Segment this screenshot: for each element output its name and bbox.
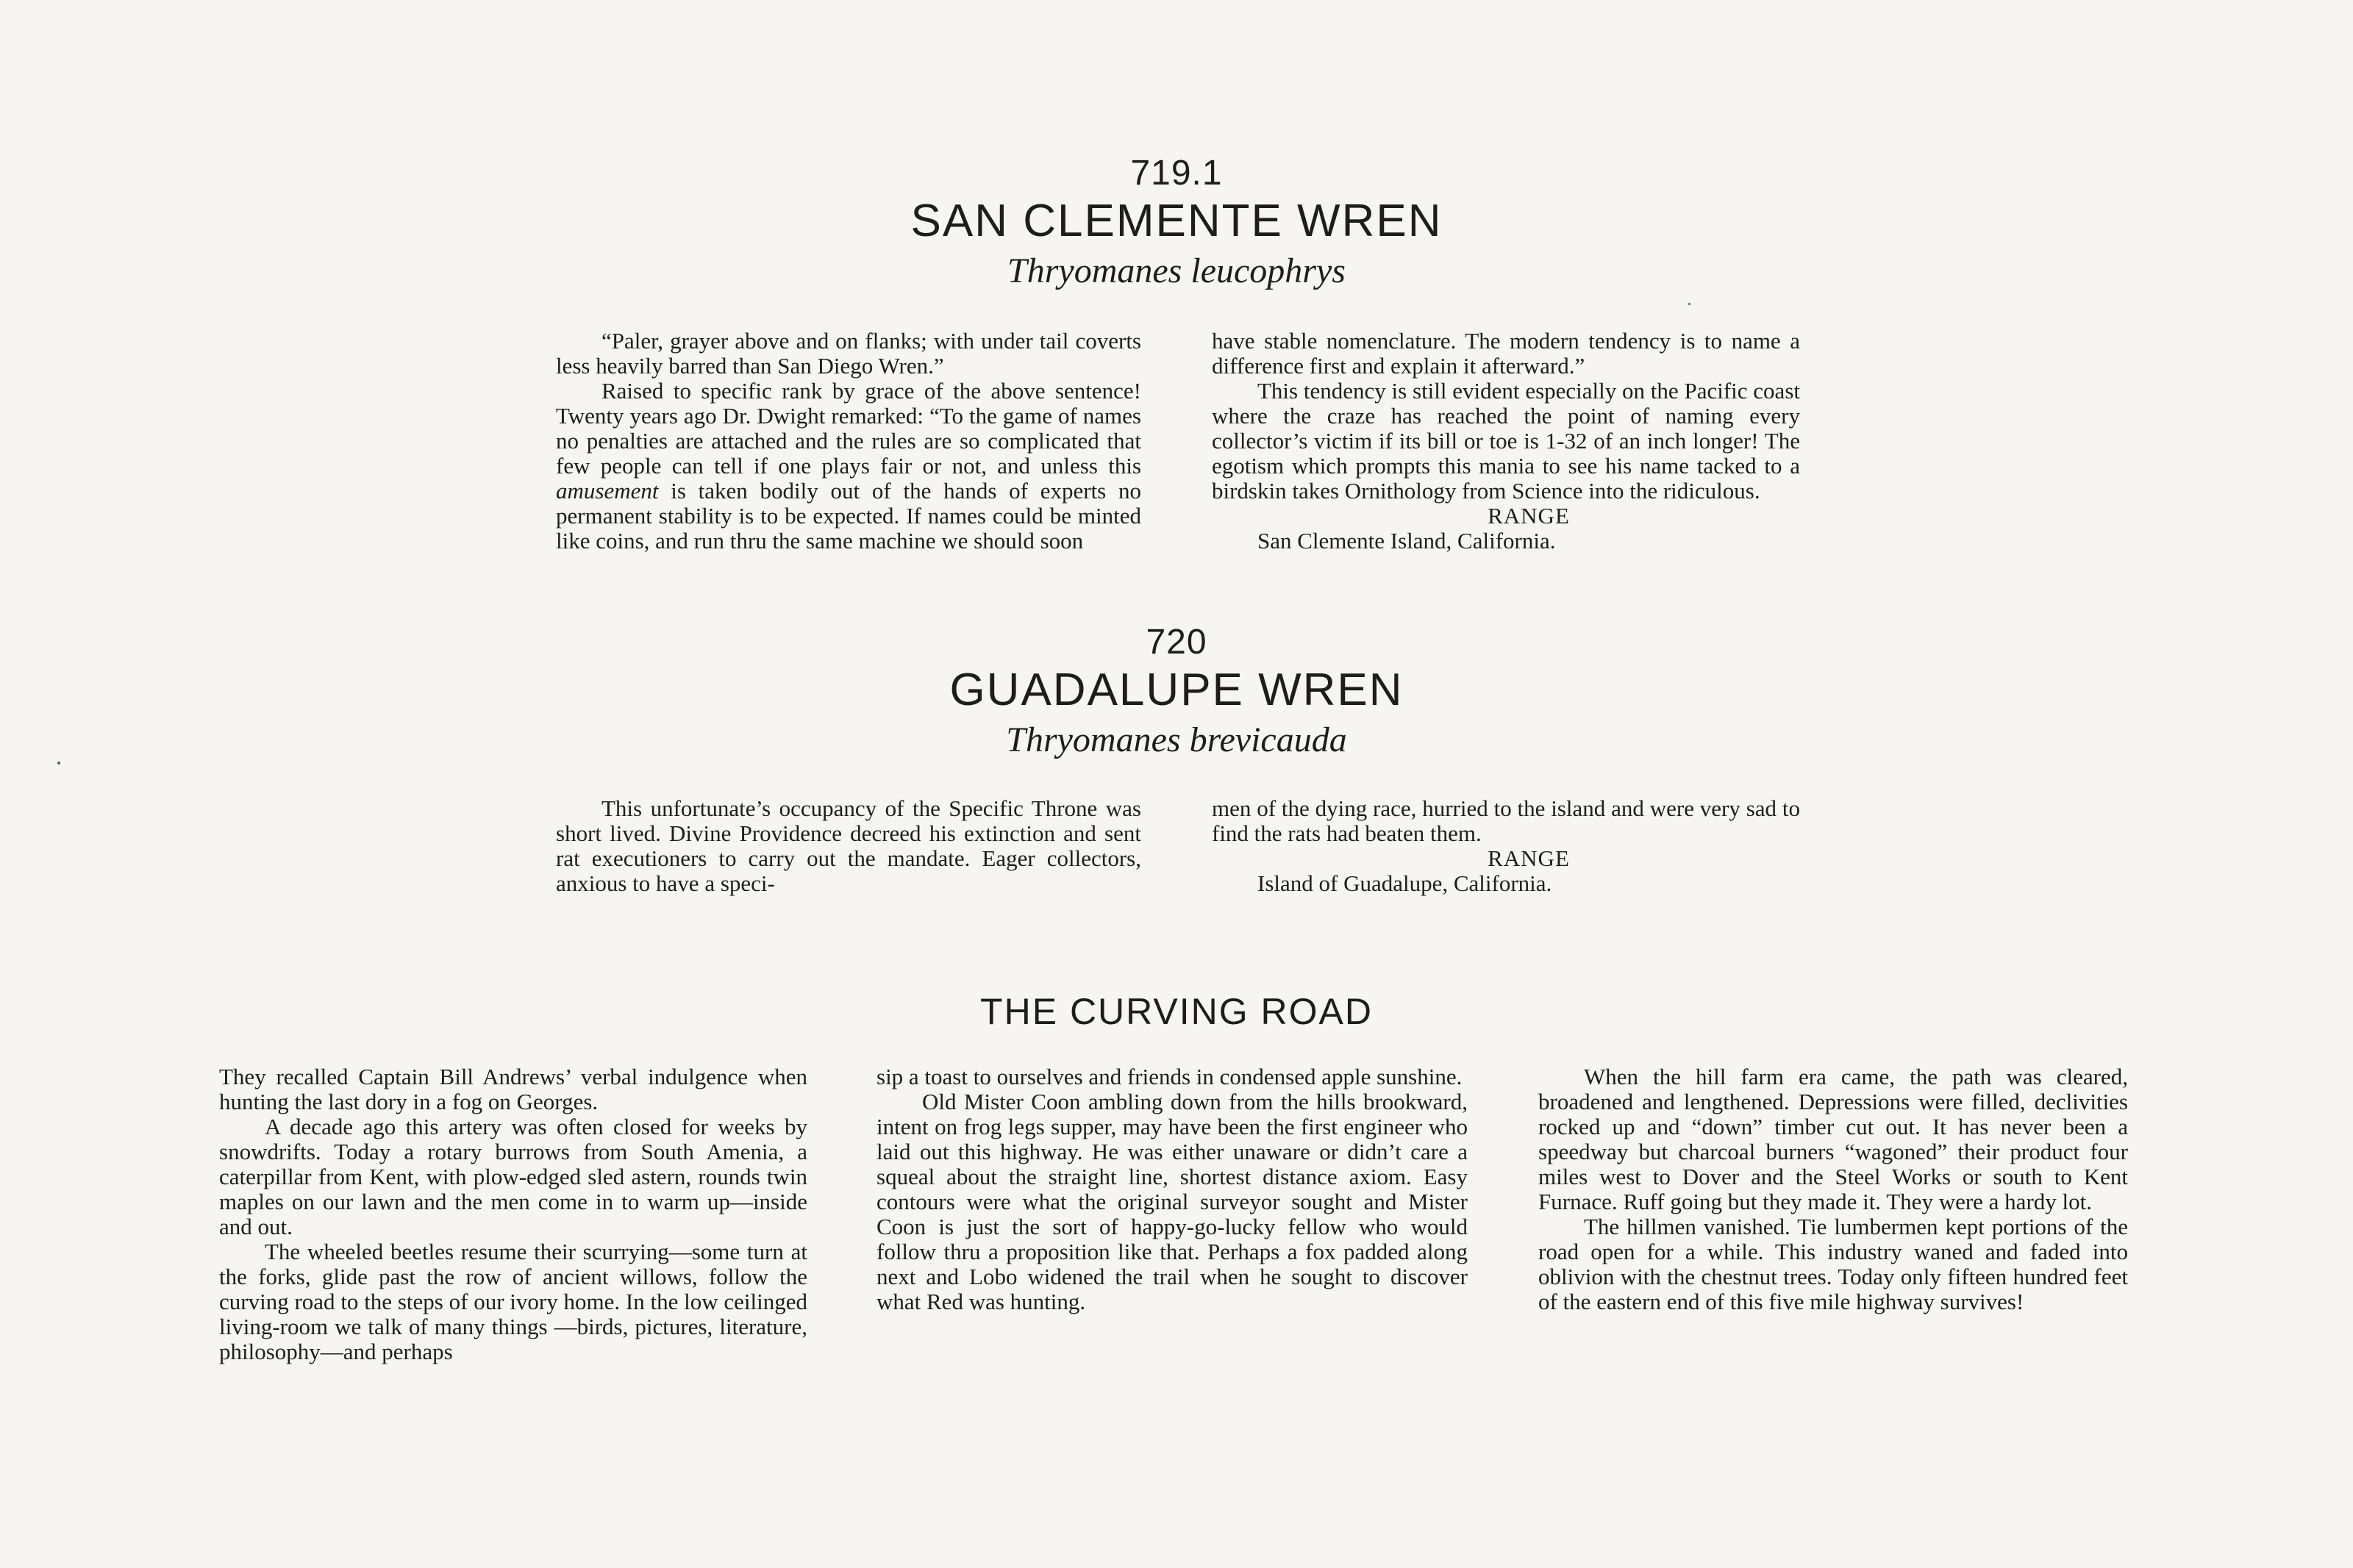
- paper-speck: [1688, 303, 1690, 305]
- paragraph: When the hill farm era came, the path was cleared, broadened and lengthened. Depressions were filled, declivities rocked up and “down” timber cut out. It has never been a speedway but charcoal burners “wagoned” their product four miles west to Dover and the Steel Works or south to Kent Furnace. Ruff going but they made it. They were a hardy lot.: [1538, 1064, 2128, 1214]
- range-text: Island of Guadalupe, California.: [1257, 870, 1552, 896]
- paragraph: men of the dying race, hurried to the island and were very sad to find the rats had beaten them.: [1212, 795, 1800, 846]
- text-run: is taken bodily out of the hands of experts no permanent stability is to be expected. If names could be minted like coins, and run thru the same machine we should soon: [556, 478, 1141, 554]
- road-column-3: [1538, 1064, 2128, 1314]
- paragraph: “Paler, grayer above and on flanks; with under tail coverts less heavily barred than San Diego Wren.”: [556, 328, 1141, 379]
- guadalupe-right-column: [1212, 796, 1800, 896]
- scientific-name: Thryomanes brevicauda: [1006, 720, 1347, 759]
- species-number: 719.1: [1130, 154, 1223, 193]
- paragraph: This unfortunate’s occupancy of the Specific Throne was short lived. Divine Providence decreed his extinction and sent rat executioners to carry out the mandate. Eager collectors, anxious to have a speci-: [556, 795, 1141, 896]
- emphasized-word: amusement: [556, 478, 659, 504]
- paper-speck: [57, 762, 60, 765]
- san-clemente-right-column: [1212, 329, 1800, 554]
- text-run: Raised to specific rank by grace of the above sentence! Twenty years ago Dr. Dwight remarked: “To the game of names no penalties are attached and the rules are so complicated that few people can tell if one plays fair or not, and unless this: [556, 378, 1141, 479]
- paragraph: They recalled Captain Bill Andrews’ verbal indulgence when hunting the last dory in a fog on Georges.: [219, 1064, 807, 1114]
- paragraph: Old Mister Coon ambling down from the hills brookward, intent on frog legs supper, may have been the first engineer who laid out this highway. He was either unaware or didn’t care a squeal about the straight line, shortest distance axiom. Easy contours were what the original surveyor sought and Mister Coon is just the sort of happy-go-lucky fellow who would follow thru a proposition like that. Perhaps a fox padded along next and Lobo widened the trail when he sought to discover what Red was hunting.: [876, 1089, 1468, 1314]
- species-title: GUADALUPE WREN: [949, 665, 1404, 715]
- guadalupe-left-column: [556, 796, 1141, 896]
- range-label: RANGE: [1488, 845, 1570, 871]
- paragraph: The wheeled beetles resume their scurrying—some turn at the forks, glide past the row of ancient willows, follow the curving road to the steps of our ivory home. In the low ceilinged living-room we talk of many things —birds, pictures, literature, philosophy—and perhaps: [219, 1239, 807, 1364]
- range-label: RANGE: [1488, 503, 1570, 529]
- road-column-2: [876, 1064, 1468, 1314]
- paragraph: The hillmen vanished. Tie lumbermen kept portions of the road open for a while. This industry waned and faded into oblivion with the chestnut trees. Today only fifteen hundred feet of the eastern end of this five mile highway survives!: [1538, 1214, 2128, 1314]
- paragraph: have stable nomenclature. The modern tendency is to name a difference first and explain it afterward.”: [1212, 328, 1800, 379]
- paragraph: A decade ago this artery was often closed for weeks by snowdrifts. Today a rotary burrows from South Amenia, a caterpillar from Kent, with plow-edged sled astern, rounds twin maples on our lawn and the men come in to warm up—inside and out.: [219, 1114, 807, 1239]
- paragraph: This tendency is still evident especially on the Pacific coast where the craze has reached the point of naming every collector’s victim if its bill or toe is 1-32 of an inch longer! The egotism which prompts this mania to see his name tacked to a birdskin takes Ornithology from Science into the ridiculous.: [1212, 378, 1800, 504]
- scientific-name: Thryomanes leucophrys: [1007, 251, 1346, 290]
- species-number: 720: [1146, 623, 1207, 662]
- species-title: SAN CLEMENTE WREN: [910, 196, 1443, 246]
- guadalupe-heading: [0, 622, 2353, 763]
- san-clemente-heading: [0, 153, 2353, 294]
- curving-road-title: THE CURVING ROAD: [980, 991, 1373, 1032]
- san-clemente-left-column: [556, 329, 1141, 554]
- road-column-1: [219, 1064, 807, 1364]
- range-text: San Clemente Island, California.: [1257, 528, 1556, 554]
- paragraph: [556, 379, 1141, 554]
- paragraph: sip a toast to ourselves and friends in condensed apple sunshine.: [876, 1064, 1463, 1089]
